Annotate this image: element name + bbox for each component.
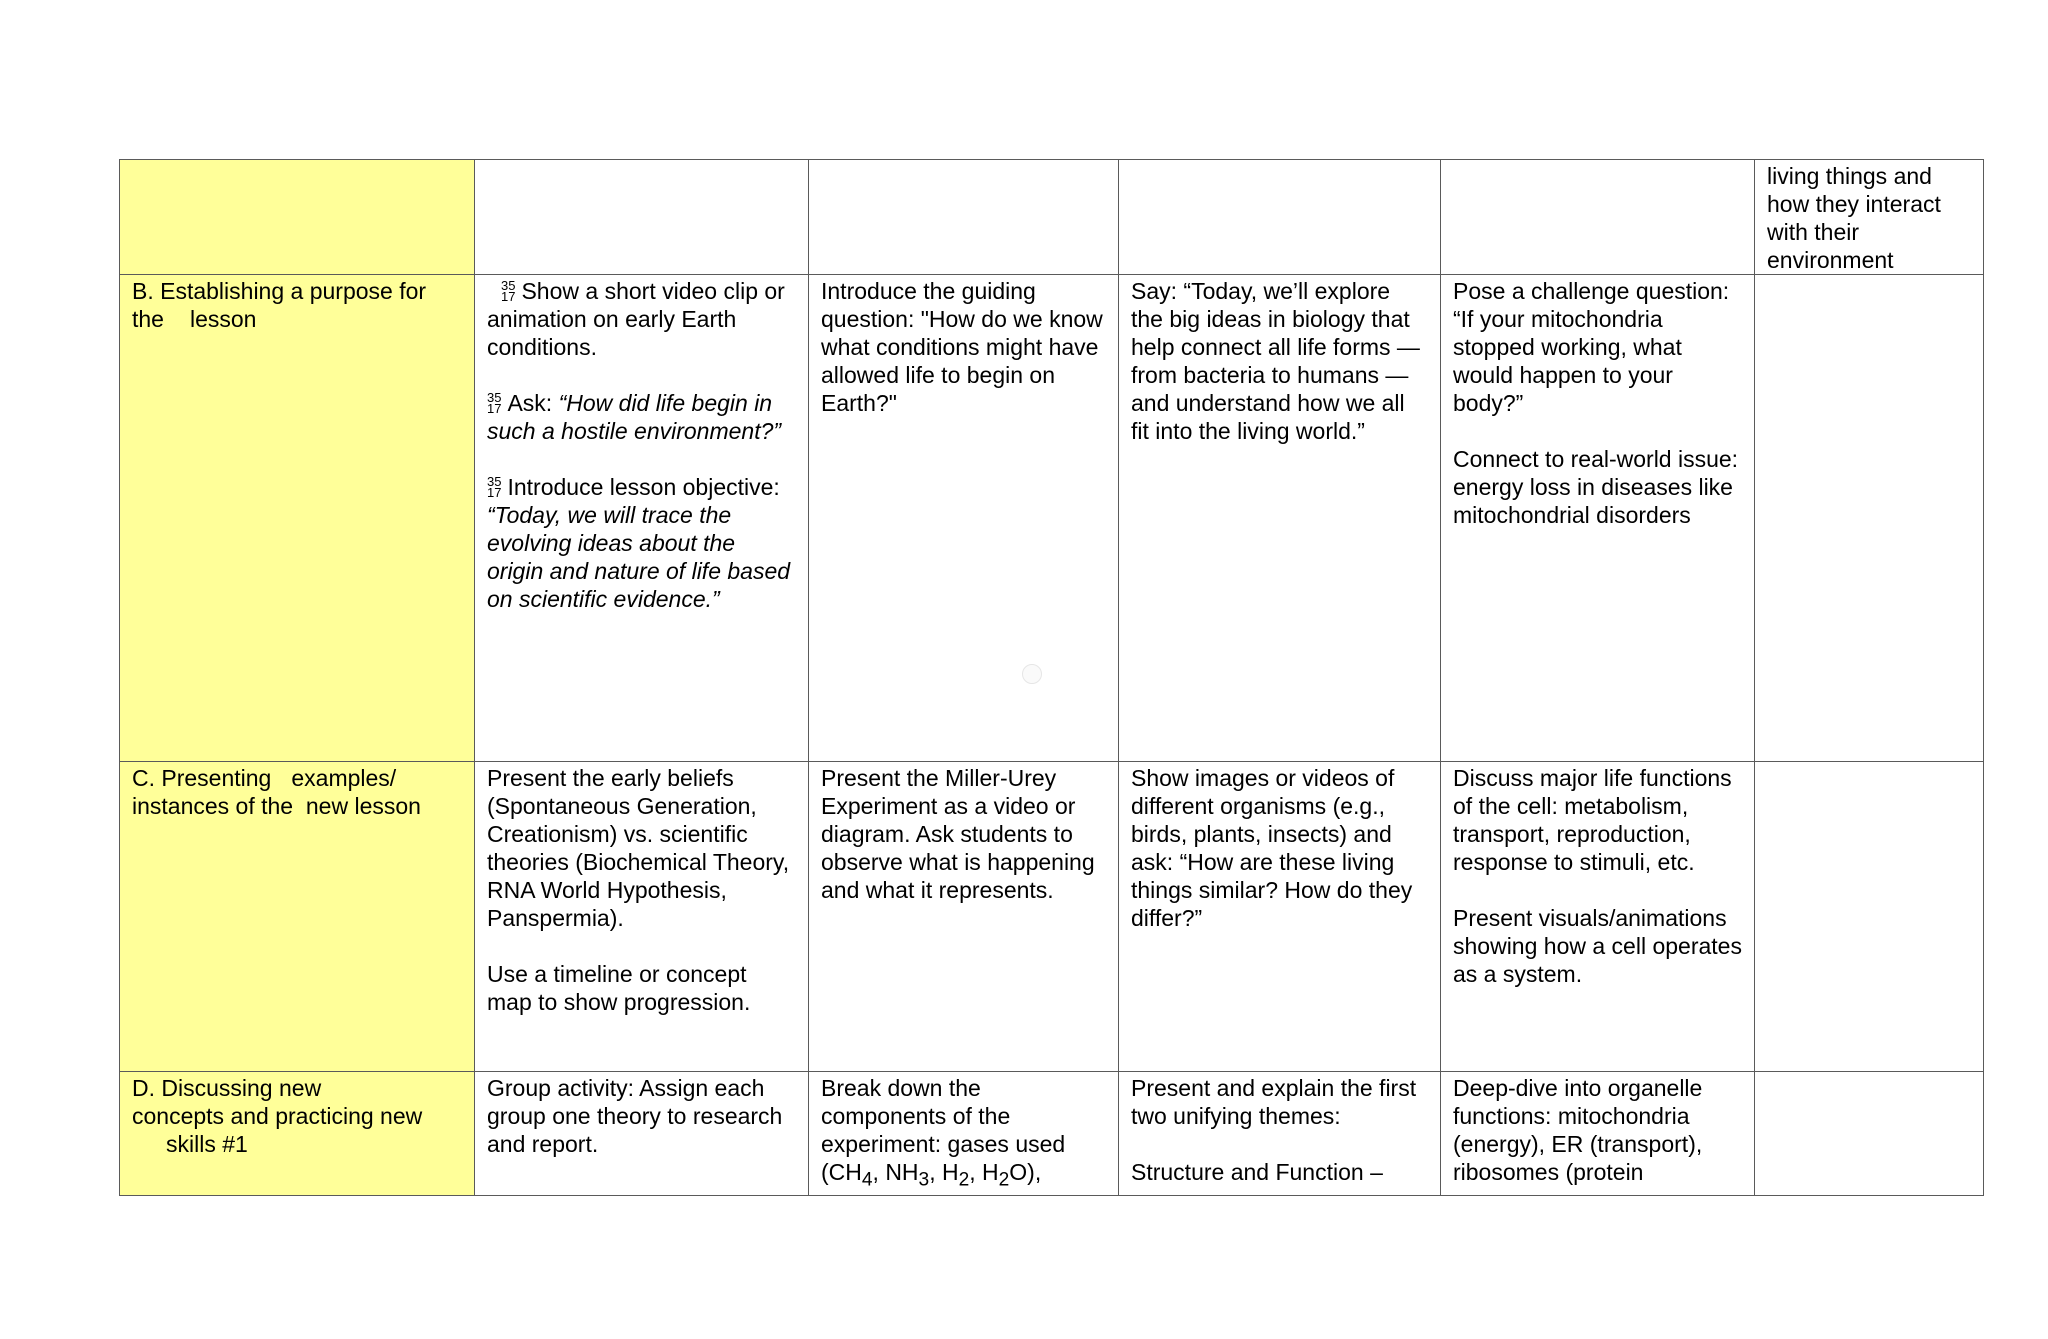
row-label-d: D. Discussing new concepts and practicing new skills #1: [132, 1075, 423, 1157]
cell-paragraph: Discuss major life functions of the cell: metabolism, transport, reproduction, response to stimuli, etc.: [1453, 765, 1732, 875]
faint-circle-mark: [1022, 664, 1042, 684]
list-item: 35 17 Ask: “How did life begin in such a hostile environment?”: [487, 389, 782, 444]
cell-text: Present the Miller-Urey Experiment as a video or diagram. Ask students to observe what is happening and what it represents.: [821, 765, 1095, 903]
table-row: [120, 160, 1984, 275]
table-cell: [1119, 762, 1441, 1072]
table-cell: [1441, 275, 1755, 762]
cell-paragraph: Structure and Function –: [1131, 1159, 1383, 1185]
table-cell: [809, 762, 1119, 1072]
table-cell: [809, 160, 1119, 275]
row-label-b: B. Establishing a purpose for the lesson: [132, 278, 427, 332]
row-label-cell: [120, 275, 475, 762]
table-cell: [475, 275, 809, 762]
cell-paragraph: Pose a challenge question: “If your mitochondria stopped working, what would happen to your body?”: [1453, 278, 1730, 416]
bullet-icon: 35 17: [487, 389, 502, 416]
table-cell: [1119, 275, 1441, 762]
cell-text: Break down the components of the experiment: gases used: [821, 1075, 1066, 1157]
lesson-plan-table: [119, 159, 1984, 1196]
table-cell: [1755, 762, 1984, 1072]
table-cell: [1755, 275, 1984, 762]
cell-paragraph: Present visuals/animations showing how a cell operates as a system.: [1453, 905, 1742, 987]
table-row: [120, 1072, 1984, 1196]
chemical-formula: ($CH_4$, $NH_3$, $H_2$, $H_2O$),: [821, 1159, 1042, 1191]
cell-paragraph: Use a timeline or concept map to show progression.: [487, 961, 751, 1015]
row-label-cell: [120, 762, 475, 1072]
row-label-cell: [120, 160, 475, 275]
bullet-icon: 35 17: [501, 277, 516, 304]
table-cell: [1441, 160, 1755, 275]
table-row: [120, 275, 1984, 762]
table-cell: [475, 762, 809, 1072]
list-item: 35 17 Show a short video clip or animation on early Earth conditions.: [487, 277, 785, 360]
list-item: 35 17 Introduce lesson objective: “Today, we will trace the evolving ideas about the origin and nature of life based on scientific evidence.”: [487, 473, 791, 612]
cell-paragraph: Present and explain the first two unifying themes:: [1131, 1075, 1417, 1129]
cell-paragraph: Present the early beliefs (Spontaneous Generation, Creationism) vs. scientific theories (Biochemical Theory, RNA World Hypothesis, Panspermia).: [487, 765, 790, 931]
cell-text: Show images or videos of different organisms (e.g., birds, plants, insects) and ask: “How are these living things similar? How do they differ?”: [1131, 765, 1413, 931]
cell-text: Say: “Today, we’ll explore the big ideas in biology that help connect all life forms — from bacteria to humans — and understand how we all fit into the living world.”: [1131, 278, 1420, 444]
table-cell: [475, 160, 809, 275]
bullet-icon: 35 17: [487, 473, 502, 500]
cell-text: Deep-dive into organelle functions: mitochondria (energy), ER (transport), ribosomes (protein: [1453, 1075, 1703, 1185]
cell-text: Group activity: Assign each group one theory to research and report.: [487, 1075, 783, 1157]
table-cell: [1119, 160, 1441, 275]
table-row: [120, 762, 1984, 1072]
table-cell: [1119, 1072, 1441, 1196]
cell-text: Introduce the guiding question: "How do we know what conditions might have allowed life to begin on Earth?": [821, 278, 1103, 416]
row-label-c: C. Presenting examples/ instances of the new lesson: [132, 765, 421, 819]
table-cell: [475, 1072, 809, 1196]
table-cell: [809, 1072, 1119, 1196]
table-cell: [1441, 1072, 1755, 1196]
table-cell: [1755, 160, 1984, 275]
table-cell: [809, 275, 1119, 762]
table-cell: [1755, 1072, 1984, 1196]
table-cell: [1441, 762, 1755, 1072]
cell-text: living things and how they interact with their environment: [1767, 163, 1941, 273]
row-label-cell: [120, 1072, 475, 1196]
cell-paragraph: Connect to real-world issue: energy loss in diseases like mitochondrial disorders: [1453, 446, 1739, 528]
